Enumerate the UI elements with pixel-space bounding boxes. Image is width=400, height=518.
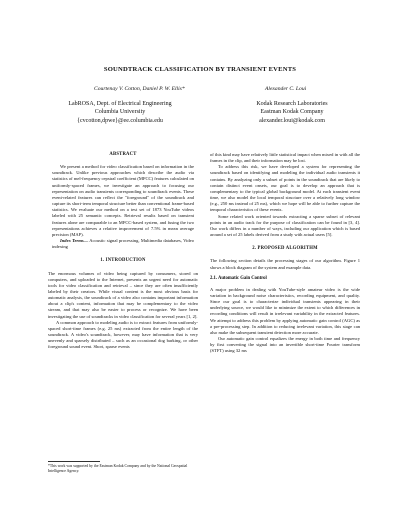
section-2-1-heading: 2.1. Automatic Gain Control (210, 275, 267, 281)
abstract-text: We present a method for video classification based on information in the soundtrack. Unlike previous approaches which describe the audio via statistics of mel-frequency cepstral coefficient (MFCC) features calculated on uniformly-spaced frames, we investigate an approach to focusing our representation on audio transients corresponding to soundtrack events. These event-related features can reflect the "foreground" of the soundtrack and capture its short-term temporal structure better than conventional frame-based statistics. We evaluate our method on a test set of 1873 YouTube videos labeled with 25 semantic concepts. Retrieval results based on transient features alone are comparable to an MFCC-based system, and fusing the two representations achieves a relative improvement of 7.5% in mean average precision (MAP). (52, 164, 194, 237)
index-terms (52, 238, 194, 250)
intro-paragraph-1: The enormous volumes of video being captured by consumers, stored on computers, and uploaded to the Internet, presents an urgent need for automatic tools for video classification and retrieval – since they are often insufficiently labeled by their creators. While visual content is the most obvious basis for automatic analysis, the soundtrack of a video also contains important information about a clip's content, information that may be complementary to the video stream, and that may also be easier to process or recognize. We have been investigating the use of soundtracks in video classification for several years [1, 2]. (48, 270, 198, 319)
left-column (48, 152, 198, 351)
section-2-paragraph: The following section details the processing stages of our algorithm. Figure 1 shows a block diagram of the system and example data. (210, 258, 360, 270)
right-paragraph-0: of this kind may have relatively little statistical impact when mixed in with all the frames in the clip, and their information may be lost. (210, 152, 360, 164)
affiliation-left-email: {cvcotton,dpwe}@ee.columbia.edu (77, 117, 163, 124)
affiliation-right-email: alexander.loui@kodak.com (259, 117, 325, 124)
section-2-1-paragraph-2: Our automatic gain control equalizes the energy in both time and frequency by first converting the signal into an invertible short-time Fourier transform (STFT) using 32 ms (210, 336, 360, 354)
affiliation-left-line2: Columbia University (94, 109, 146, 116)
index-terms-text: Acoustic signal processing, Multimedia databases, Video indexing (52, 238, 194, 250)
abstract-body (48, 164, 198, 250)
affiliation-left-line1: LabROSA, Dept. of Electrical Engineering (68, 101, 172, 107)
footnote (48, 461, 198, 474)
right-column (210, 67, 360, 355)
right-paragraph-2: Some related work oriented towards extracting a sparse subset of relevant points in an audio track for the purpose of classification can be found in [3, 4]. Our work differs in a number of ways, including our application which is based around a set of 25 labels derived from a study with actual users [5]. (210, 213, 360, 238)
affiliation-right-line2: Eastman Kodak Company (260, 109, 324, 116)
intro-heading: 1. INTRODUCTION (100, 258, 146, 264)
footnote-rule (48, 461, 100, 462)
right-paragraph-1: To address this risk, we have developed a system for representing the soundtrack based on identifying and modeling the individual audio transients it contains. By analyzing only a subset of points in the soundtrack that are likely to contain distinct event onsets, our goal is to develop an approach that is complementary to the typical global background model. At each transient event time, we also model the local temporal structure over a relatively long window (e.g., 250 ms instead of 25 ms), which we hope will be able to further capture the temporal characteristics of these events. (210, 164, 360, 213)
footnote-text: *This work was supported by the Eastman Kodak Company and by the National Geospatial Intelligence Agency. (48, 464, 188, 473)
affiliation-left (40, 100, 200, 125)
index-terms-label: Index Terms— (60, 238, 89, 244)
section-2-1-paragraph-1: A major problem in dealing with YouTube-style amateur video is the wide variation in background noise characteristics, recording equipment, and quality. Since our goal is to characterize individual transients appearing in their underlying source, we would like to minimize the extent to which differences in recording conditions will result in irrelevant variability in the extracted features. We attempt to address this problem by applying automatic gain control (AGC) as a pre-processing step. In addition to reducing irrelevant variation, this stage can also make the subsequent transient detection more accurate. (210, 286, 360, 335)
authors-right: Alexander C. Loui (265, 86, 307, 92)
intro-paragraph-2: A common approach to modeling audio is to extract features from uniformly-spaced short-time frames (e.g. 25 ms) extracted from the entire length of the soundtrack. A video's soundtrack, however, may have information that is very unevenly and sparsely distributed – such as an occasional dog barking, or other foreground sound event. Short, sparse events (48, 319, 198, 350)
abstract-heading: ABSTRACT (109, 152, 137, 157)
authors-left: Courtenay V. Cotton, Daniel P. W. Ellis* (94, 86, 185, 92)
affiliation-right-line1: Kodak Research Laboratories (256, 101, 328, 107)
section-2-heading: 2. PROPOSED ALGORITHM (252, 246, 318, 252)
paper-title: SOUNDTRACK CLASSIFICATION BY TRANSIENT EVENTS (103, 66, 297, 73)
